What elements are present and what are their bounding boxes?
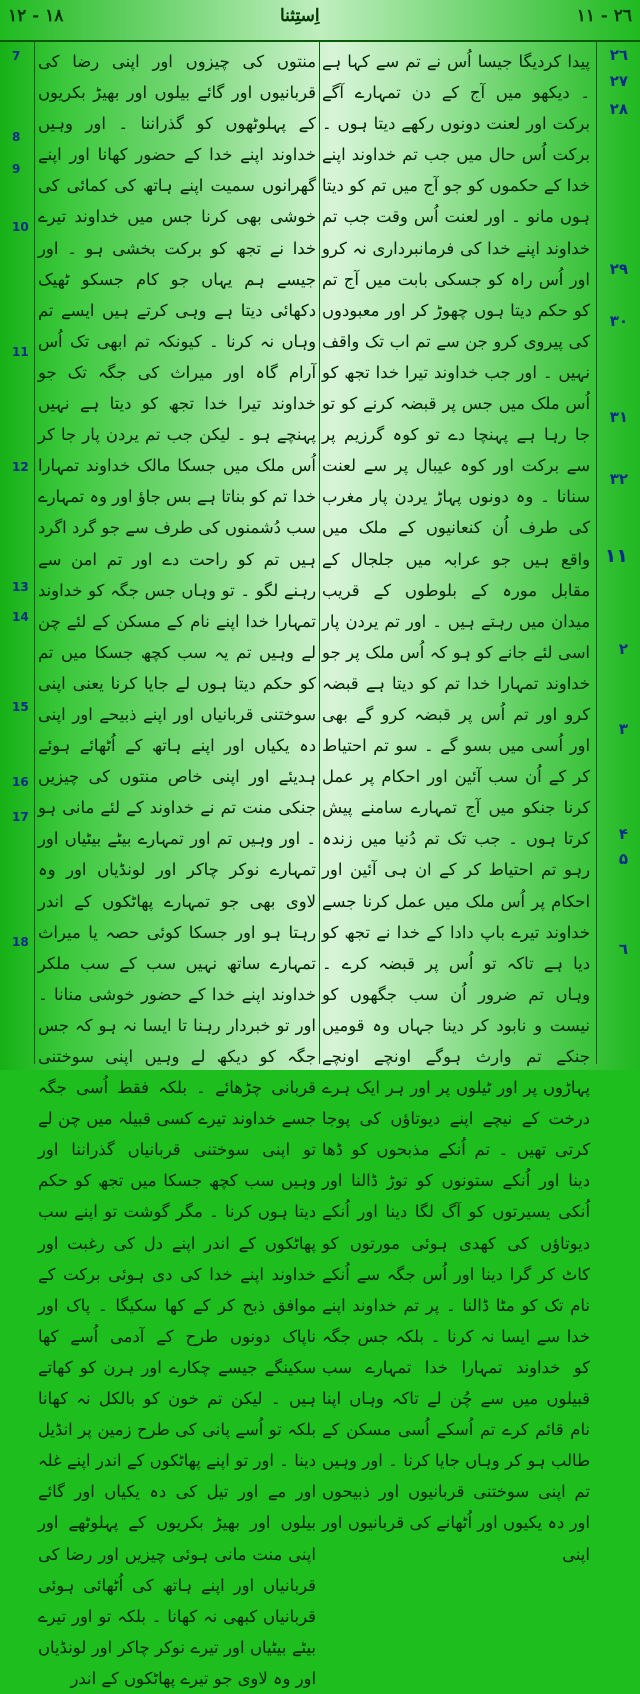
verse-number: 17 <box>12 810 29 824</box>
header-right-reference: ۱۱ - ۲٦ <box>576 6 632 26</box>
verse-number: 11 <box>12 345 29 359</box>
left-margin-rule <box>34 42 35 1064</box>
chapter-number: ۱۱ <box>604 545 628 567</box>
left-text-column <box>38 46 316 1688</box>
verse-number: ٦ <box>618 940 628 958</box>
verse-number: 16 <box>12 775 29 789</box>
verse-number: ۳۲ <box>609 470 628 488</box>
book-title: اِستِثنا <box>280 6 320 26</box>
verse-number: 7 <box>12 49 21 63</box>
page-header <box>0 0 640 42</box>
verse-number: ۵ <box>618 850 628 868</box>
verse-number: 13 <box>12 580 29 594</box>
verse-number: ۲ <box>618 640 628 658</box>
column-divider <box>319 42 320 1064</box>
verse-number: 18 <box>12 935 29 949</box>
header-left-reference: ۱۲ - ۱۸ <box>8 6 64 26</box>
verse-number: ۳۰ <box>609 312 628 330</box>
verse-number: ۳۱ <box>609 408 628 426</box>
verse-number: ۲٦ <box>609 46 628 64</box>
verse-number: ۲۷ <box>609 72 628 90</box>
verse-number: ۲۸ <box>609 100 628 118</box>
verse-number: ۴ <box>618 825 628 843</box>
verse-number: 9 <box>12 162 21 176</box>
verse-number: 10 <box>12 220 29 234</box>
right-text-column <box>322 46 590 1564</box>
verse-number: 14 <box>12 610 29 624</box>
verse-number: 12 <box>12 460 29 474</box>
verse-number: ۲۹ <box>609 260 628 278</box>
verse-number: 8 <box>12 130 21 144</box>
verse-number: 15 <box>12 700 29 714</box>
left-column-text: منتوں کی چیزوں اور اپنی رضا کی قربانیوں اور گائے بیلوں اور بھیڑ بکریوں کے پہلوٹھوں کو گذراننا ۔ اور وہیں خداوند اپنے خدا کے حضور کھانا اور اپنے گھرانوں سمیت اپنے ہاتھ کی کمائی کی خوشی بھی کرنا جس میں خداوند تیرے خدا نے تجھ کو برکت بخشی ہو ۔ اور جیسے ہم یہاں جو کام جسکو ٹھیک دکھائی دیتا ہے وہی کرتے ہیں ایسے تم وہاں نہ کرنا ۔ کیونکہ تم ابھی تک اُس آرام گاہ اور میراث کی جگہ تک جو خداوند تیرا خدا تجھ کو دیتا ہے نہیں پہنچے ہو ۔ لیکن جب تم یردن پار جا کر اُس ملک میں جسکا مالک خداوند تمہارا خدا تم کو بناتا ہے بس جاؤ اور وہ تمہارے سب دُشمنوں کی طرف سے جو گرد اگرد ہیں تم کو راحت دے اور تم امن سے رہنے لگو ۔ تو وہاں جس جگہ کو خداوند تمہارا خدا اپنے نام کے مسکن کے لئے چن لے وہیں تم یہ سب کچھ جسکا میں تم کو حکم دیتا ہوں لے جایا کرنا یعنی اپنی سوختنی قربانیاں اور اپنے ذبیحے اور اپنی دہ یکیاں اور اپنے ہاتھ کے اُٹھائے ہوئے ہدیئے اور اپنی خاص منتوں کی چیزیں جنکی منت تم نے خداوند کے لئے مانی ہو ۔ اور وہیں تم اور تمہارے بیٹے بیٹیاں اور تمہارے نوکر چاکر اور لونڈیاں اور وہ لاوی بھی جو تمہارے پھاٹکوں کے اندر رہتا ہو اور جسکا کوئی حصہ یا میراث تمہارے ساتھ نہیں سب کے سب ملکر خداوند اپنے خدا کے حضور خوشی منانا ۔ اور تو خبردار رہنا تا ایسا نہ ہو کہ جس جگہ کو دیکھ لے وہیں اپنی سوختنی قربانی چڑھائے ۔ بلکہ فقط اُسی جگہ جسے خداوند تیرے کسی قبیلہ میں چن لے تو اپنی سوختنی قربانیاں گذراننا اور وہیں سب کچھ جسکا میں تجھ کو حکم دیتا ہوں کرنا ۔ مگر گوشت تو اپنے سب پھاٹکوں کے اندر اپنے دل کی رغبت اور خداوند اپنے خدا کی دی ہوئی برکت کے موافق ذبح کر کے کھا سکیگا ۔ پاک اور ناپاک دونوں طرح کے آدمی اُسے کھا سکینگے جیسے چکارے اور ہرن کو کھاتے ہیں ۔ لیکن تم خون کو بالکل نہ کھانا بلکہ تو اُسے پانی کی طرح زمین پر انڈیل دینا ۔ اور تو اپنے پھاٹکوں کے اندر اپنے غلہ اور مے اور تیل کی دہ یکیاں اور گائے بیلوں اور بھیڑ بکریوں کے پہلوٹھے اور اپنی منت مانی ہوئی چیزیں اور رضا کی قربانیاں اور اپنے ہاتھ کی اُٹھائی ہوئی قربانیاں کبھی نہ کھانا ۔ بلکہ تو اور تیرے بیٹے بیٹیاں اور تیرے نوکر چاکر اور لونڈیاں اور وہ لاوی جو تیرے پھاٹکوں کے اندر <box>38 52 316 1688</box>
right-column-text: پیدا کردیگا جیسا اُس نے تم سے کہا ہے ۔ دیکھو میں آج کے دن تمہارے آگے برکت اور لعنت دونوں رکھے دیتا ہوں ۔ برکت اُس حال میں جب تم خداوند اپنے خدا کے حکموں کو جو آج میں تم کو دیتا ہوں مانو ۔ اور لعنت اُس وقت جب تم خداوند اپنے خدا کی فرمانبرداری نہ کرو اور اُس راہ کو جسکی بابت میں آج تم کو حکم دیتا ہوں چھوڑ کر اور معبودوں کی پیروی کرو جن سے تم اب تک واقف نہیں ۔ اور جب خداوند تیرا خدا تجھ کو اُس ملک میں جس پر قبضہ کرنے کو تو جا رہا ہے پہنچا دے تو کوہ گرزیم پر سے برکت اور کوہ عیبال پر سے لعنت سنانا ۔ وہ دونوں پہاڑ یردن پار مغرب کی طرف اُن کنعانیوں کے ملک میں واقع ہیں جو عرابہ میں جلجال کے مقابل مورہ کے بلوطوں کے قریب میدان میں رہتے ہیں ۔ اور تم یردن پار اسی لئے جانے کو ہو کہ اُس ملک پر جو خداوند تمہارا خدا تم کو دیتا ہے قبضہ کرو اور تم اُس پر قبضہ کرو گے بھی اور اُسی میں بسو گے ۔ سو تم احتیاط کر کے اُن سب آئین اور احکام پر عمل کرنا جنکو میں آج تمہارے سامنے پیش کرتا ہوں ۔ جب تک تم دُنیا میں زندہ رہو تم احتیاط کر کے ان ہی آئین اور احکام پر اُس ملک میں عمل کرنا جسے خداوند تیرے باپ دادا کے خدا نے تجھ کو دیا ہے تاکہ تو اُس پر قبضہ کرے ۔ وہاں تم ضرور اُن سب جگھوں کو نیست و نابود کر دینا جہاں وہ قومیں جنکے تم وارث ہوگے اونچے اونچے پہاڑوں پر اور ٹیلوں پر اور ہر ایک ہرے درخت کے نیچے اپنے دیوتاؤں کی پوجا کرتی تھیں ۔ تم اُنکے مذبحوں کو ڈھا دینا اور اُنکے ستونوں کو توڑ ڈالنا اور اُنکی یسیرتوں کو آگ لگا دینا اور اُنکے دیوتاؤں کی کھدی ہوئی مورتوں کو کاٹ کر گرا دینا اور اُس جگہ سے اُنکے نام تک کو مٹا ڈالنا ۔ پر تم خداوند اپنے خدا سے ایسا نہ کرنا ۔ بلکہ جس جگہ کو خداوند تمہارا خدا تمہارے سب قبیلوں میں سے چُن لے تاکہ وہاں اپنا نام قائم کرے تم اُسکے اُسی مسکن کے طالب ہو کر وہاں جایا کرنا ۔ اور وہیں تم اپنی سوختنی قربانیوں اور ذبیحوں اور دہ یکیوں اور اُٹھانے کی قربانیوں اور اپنی <box>322 52 590 1564</box>
right-verse-numbers <box>600 46 636 1061</box>
left-verse-numbers <box>2 46 32 1061</box>
right-margin-rule <box>596 42 597 1064</box>
verse-number: ۳ <box>618 720 628 738</box>
